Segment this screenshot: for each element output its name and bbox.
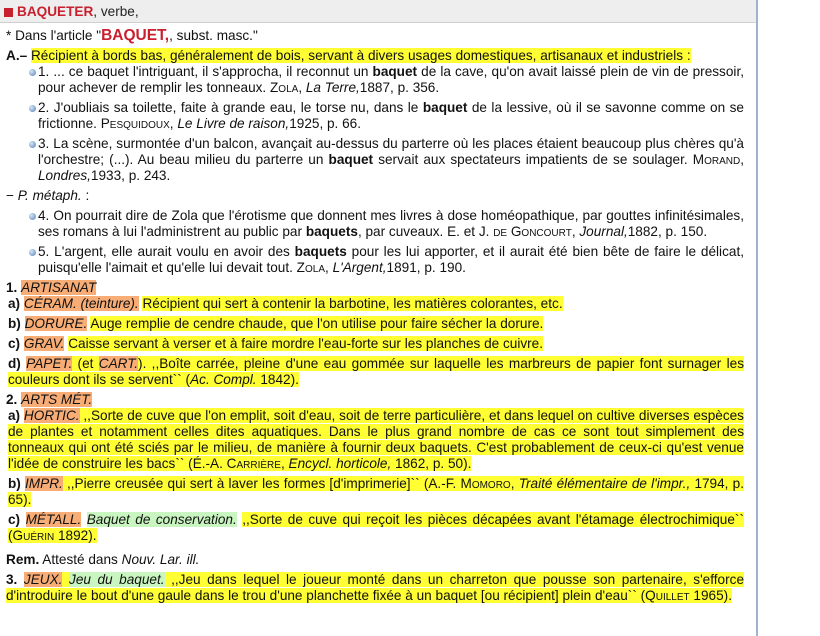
examples-list-metaph: [6, 208, 744, 276]
headword: BAQUETER, verbe,: [17, 4, 139, 19]
remark: Rem. Attesté dans Nouv. Lar. ill.: [6, 552, 200, 567]
article-content: [6, 28, 744, 604]
article-word: BAQUET,: [101, 27, 170, 44]
example-item: 3. La scène, surmontée d'un balcon, avançait au-dessus du parterre où les places étaient beaucoup plus chères qu'à l'orchestre; (...). Au beau milieu du parterre un baquet servait aux spectateurs impatients de se soulager. Morand, Londres,1933, p. 243.: [6, 136, 744, 184]
bullet-icon: [29, 69, 36, 76]
section-a-definition: Récipient à bords bas, généralement de bois, servant à divers usages domestiques, artisanaux et industriels :: [30, 48, 691, 63]
section-2-heading: 2. ARTS MÉT.: [6, 392, 93, 407]
section-1b: b) DORURE. Auge remplie de cendre chaude, que l'on utilise pour faire sécher la dorure.: [8, 316, 544, 331]
headword-marker-icon: [4, 8, 13, 17]
term-jeu-du-baquet: Jeu du baquet.: [69, 572, 165, 587]
headword-tab[interactable]: [0, 0, 756, 23]
example-item: 4. On pourrait dire de Zola que l'érotisme que donnent mes livres à dose homéopathique, par gouttes infinitésimales, ses romans à lui l'administrent au public par baquets, par cuveaux. E. et J. de Goncourt, Journal,1882, p. 150.: [6, 208, 744, 240]
example-item: 1. ... ce baquet l'intriguant, il s'approcha, il reconnut un baquet de la cave, qu'on avait laissé plein de vin de pressoir, pour achever de remplir les tonneaux. Zola, La Terre,1887, p. 356.: [6, 64, 744, 96]
example-item: 2. J'oubliais sa toilette, faite à grande eau, le torse nu, dans le baquet de la lessive, où il se savonne comme on se frictionne. Pesquidoux, Le Livre de raison,1925, p. 66.: [6, 100, 744, 132]
metaph-line: − P. métaph. :: [6, 188, 90, 203]
section-1d: d) PAPET. (et CART.). ,,Boîte carrée, pleine d'une eau gommée sur laquelle les marbreurs de papier font surnager les couleurs dont ils se servent`` (Ac. Compl. 1842).: [8, 356, 745, 387]
bullet-icon: [29, 105, 36, 112]
section-1a: a) CÉRAM. (teinture). Récipient qui sert à contenir la barbotine, les matières colorantes, etc.: [8, 296, 563, 311]
section-1-heading: 1. ARTISANAT: [6, 280, 97, 295]
term-baquet-de-conservation: Baquet de conservation.: [86, 512, 237, 527]
section-3: 3. JEUX. Jeu du baquet. ,,Jeu dans lequel le joueur monté dans un charreton que pousse son partenaire, s'efforce d'introduire le bout d'une gaule dans le trou d'une planchette fixée à un baquet [ou récipient] plein d'eau`` (Quillet 1965).: [6, 572, 744, 603]
examples-list: [6, 64, 744, 184]
section-2c: c) MÉTALL. Baquet de conservation. ,,Sorte de cuve qui reçoit les pièces décapées avant l'étamage électrochimique`` (Guérin 1892).: [8, 512, 744, 543]
bullet-icon: [29, 213, 36, 220]
headword-category: , verbe,: [93, 4, 139, 19]
section-1c: c) GRAV. Caisse servant à verser et à faire mordre l'eau-forte sur les planches de cuivre.: [8, 336, 544, 351]
bullet-icon: [29, 249, 36, 256]
bullet-icon: [29, 141, 36, 148]
example-item: 5. L'argent, elle aurait voulu en avoir des baquets pour les lui apporter, et il aurait été bien bête de faire le délicat, puisqu'elle l'aimait et qu'elle lui devait tout. Zola, L'Argent,1891, p. 190.: [6, 244, 744, 276]
section-2a: a) HORTIC. ,,Sorte de cuve que l'on emplit, soit d'eau, soit de terre particulière, et dans lequel on cultive diverses espèces de plantes et notamment celles dites aquatiques. Dans le plus grand nombre de cas ce sont tout simplement des tonneaux qui ont été sciés par le milieu, de manière à fournir deux baquets. C'est probablement de ceux-ci qu'est venue l'idée de construire les bacs`` (É.-A. Carrière, Encycl. horticole, 1862, p. 50).: [8, 408, 744, 471]
section-a: A.– Récipient à bords bas, généralement de bois, servant à divers usages domestiques, artisanaux et industriels :: [6, 48, 691, 63]
section-2b: b) IMPR. ,,Pierre creusée qui sert à laver les formes [d'imprimerie]`` (A.-F. Momoro, Traité élémentaire de l'impr., 1794, p. 65).: [8, 476, 744, 507]
intro-line: * Dans l'article "BAQUET,, subst. masc.": [6, 27, 258, 44]
